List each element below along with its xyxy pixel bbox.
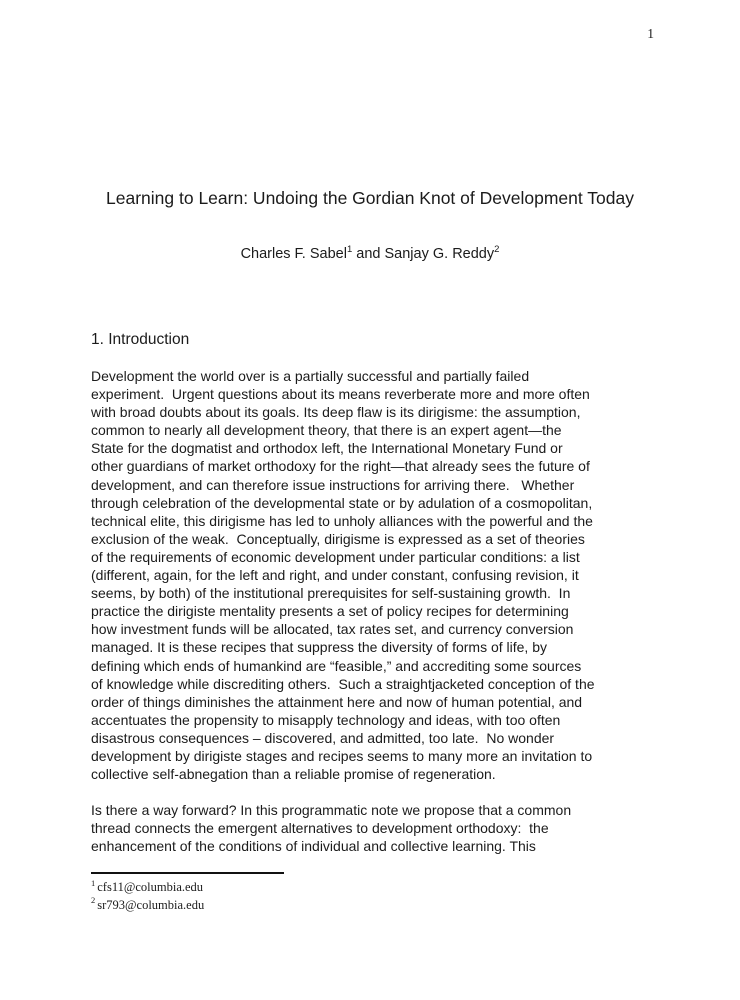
text-line: Is there a way forward? In this programmatic note we propose that a common: [91, 802, 572, 819]
footnote-marker-1: 1: [346, 244, 353, 256]
footnotes: [91, 879, 204, 914]
section-heading-introduction: 1. Introduction: [91, 331, 190, 348]
author-line: [0, 246, 740, 262]
text-line: order of things diminishes the attainment here and now of human potential, and: [91, 693, 583, 710]
paper-title: Learning to Learn: Undoing the Gordian Knot of Development Today: [106, 188, 634, 208]
text-line: development, and can therefore issue instructions for arriving there. Whether: [91, 476, 575, 493]
footnote-1: [91, 879, 204, 897]
text-line: collective self-abnegation than a reliable promise of regeneration.: [91, 766, 496, 783]
text-line: technical elite, this dirigisme has led to unholy alliances with the powerful and the: [91, 512, 593, 529]
text-line: enhancement of the conditions of individual and collective learning. This: [91, 838, 536, 855]
footnote-1-marker: 1: [91, 877, 96, 888]
footnote-2-marker: 2: [91, 895, 96, 906]
footnote-marker-2: 2: [494, 244, 500, 256]
footnote-separator: [91, 872, 284, 874]
text-line: seems, by both) of the institutional prerequisites for self-sustaining growth. In: [91, 585, 571, 602]
text-line: with broad doubts about its goals. Its deep flaw is its dirigisme: the assumption,: [91, 404, 581, 421]
author-name-1: Charles F. Sabel: [240, 246, 347, 262]
paragraph-1: [91, 367, 691, 783]
text-line: exclusion of the weak. Conceptually, dirigisme is expressed as a set of theories: [91, 530, 585, 547]
text-line: practice the dirigiste mentality presents a set of policy recipes for determining: [91, 603, 569, 620]
text-line: State for the dogmatist and orthodox left, the International Monetary Fund or: [91, 440, 563, 457]
text-line: of the requirements of economic development under particular conditions: a list: [91, 548, 580, 565]
text-line: Development the world over is a partially successful and partially failed: [91, 368, 530, 384]
paragraph-2: [91, 801, 691, 855]
text-line: through celebration of the developmental state or by adulation of a cosmopolitan,: [91, 494, 593, 511]
text-line: disastrous consequences – discovered, and admitted, too late. No wonder: [91, 729, 555, 746]
page-number: 1: [647, 26, 654, 41]
author-name-2: and Sanjay G. Reddy: [352, 246, 495, 262]
footnote-2-text: sr793@columbia.edu: [97, 897, 205, 912]
text-line: accentuates the propensity to misapply technology and ideas, with too often: [91, 711, 561, 728]
text-line: experiment. Urgent questions about its means reverberate more and more often: [91, 386, 590, 403]
footnote-1-text: cfs11@columbia.edu: [97, 880, 204, 894]
text-line: defining which ends of humankind are “feasible,” and accrediting some sources: [91, 657, 582, 674]
footnote-2: [91, 897, 204, 915]
text-line: thread connects the emergent alternatives to development orthodoxy: the: [91, 820, 549, 837]
text-line: (different, again, for the left and right, and under constant, confusing revision, it: [91, 567, 579, 584]
text-line: managed. It is these recipes that suppress the diversity of forms of life, by: [91, 639, 547, 656]
text-line: of knowledge while discrediting others. Such a straightjacketed conception of the: [91, 675, 595, 692]
text-line: how investment funds will be allocated, tax rates set, and currency conversion: [91, 621, 574, 638]
body-text: [91, 367, 691, 874]
text-line: common to nearly all development theory, that there is an expert agent—the: [91, 422, 562, 439]
text-line: other guardians of market orthodoxy for the right—that already sees the future of: [91, 458, 590, 475]
text-line: development by dirigiste stages and recipes seems to many more an invitation to: [91, 747, 593, 764]
